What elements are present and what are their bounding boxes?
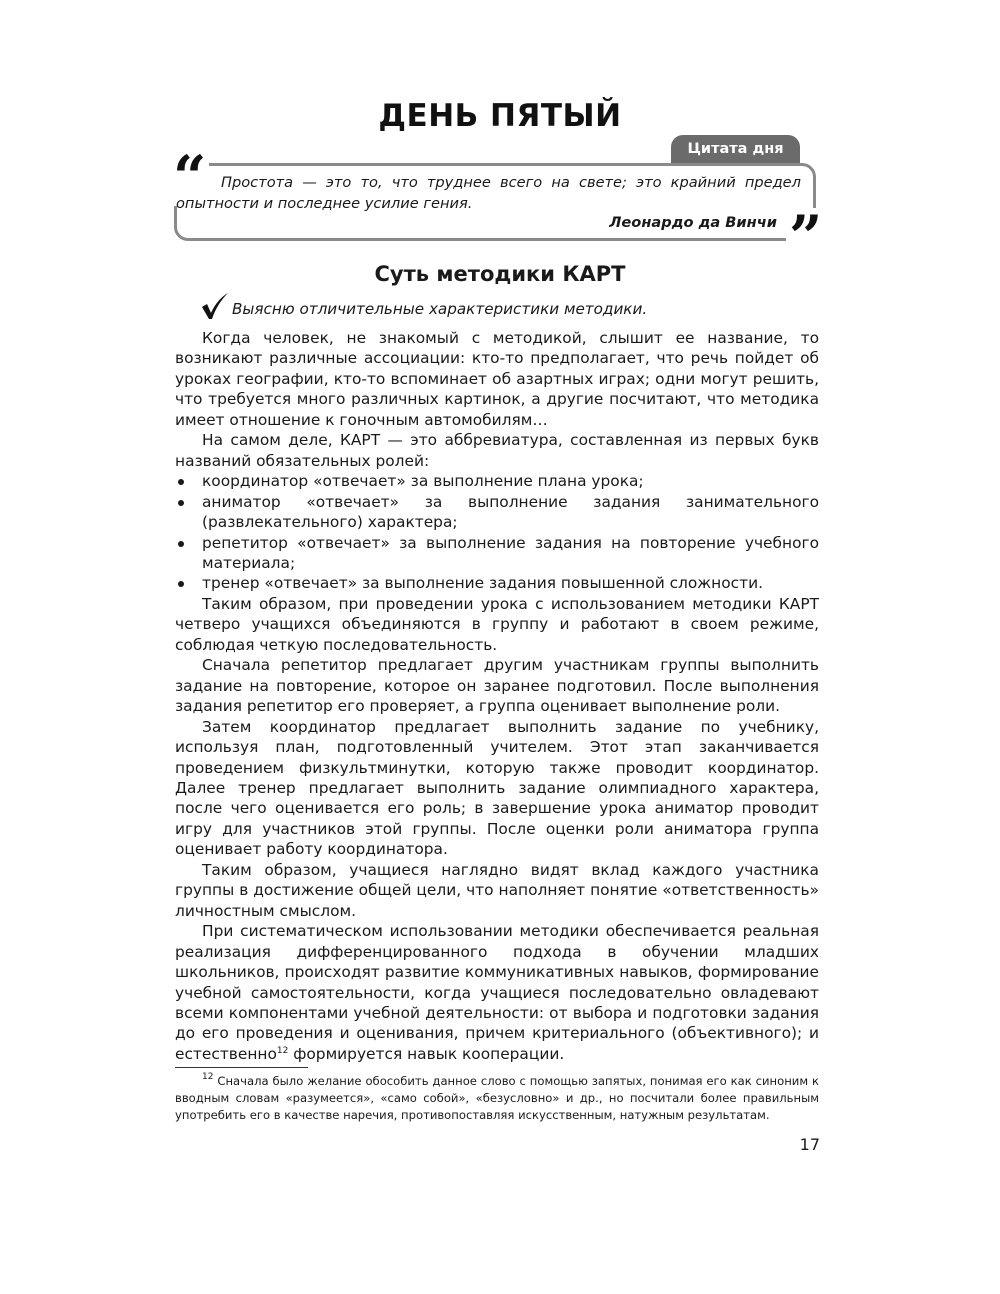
lesson-goal: Выясню отличительные характеристики методики.	[232, 300, 648, 318]
paragraph: Когда человек, не знакомый с методикой, слышит ее название, то возникают различные ассоциации: кто-то предполагает, что речь пойдет об уроках географии, кто-то вспоминает об азартных играх; одни могут решить, что требуется много различных картинок, а другие посчитают, что методика имеет отношение к гоночным автомобилям…	[175, 329, 819, 429]
footnote-reference[interactable]: 12	[276, 1045, 289, 1056]
quote-author: Леонардо да Винчи	[609, 214, 777, 231]
footnote-number: 12	[202, 1072, 214, 1082]
quote-of-day-tab: Цитата дня	[671, 135, 800, 164]
paragraph: Сначала репетитор предлагает другим участникам группы выполнить задание на повторение, которое он заранее подготовил. После выполнения задания репетитор его проверяет, а группа оценивает выполнение роли.	[175, 656, 819, 716]
paragraph: Таким образом, при проведении урока с использованием методики КАРТ четверо учащихся объединяются в группу и работают в своем режиме, соблюдая четкую последовательность.	[175, 594, 819, 654]
paragraph: На самом деле, КАРТ — это аббревиатура, составленная из первых букв названий обязательных ролей:	[175, 431, 819, 470]
close-quote-icon: ”	[786, 208, 825, 266]
paragraph: Таким образом, учащиеся наглядно видят вклад каждого участника группы в достижение общей цели, что наполняет понятие «ответственность» личностным смыслом.	[175, 860, 819, 920]
page-number: 17	[799, 1135, 820, 1154]
section-title: Суть методики КАРТ	[374, 262, 626, 286]
footnote	[175, 1073, 819, 1124]
page-title: ДЕНЬ ПЯТЫЙ	[378, 98, 622, 134]
checkmark-icon	[200, 292, 230, 320]
open-quote-icon: “	[170, 148, 209, 206]
paragraph-text: При систематическом использовании методики обеспечивается реальная реализация дифференцированного подхода в обучении младших школьников, происходят развитие коммуникативных навыков, формирование учебной самостоятельности, когда учащиеся последовательно овладевают всеми компонентами учебной деятельности: от выбора и подготовки задания до его проведения и оценивания, причем критериального (объективного); и естественно	[175, 922, 819, 1063]
footnote-text: Сначала было желание обособить данное слово с помощью запятых, понимая его как синоним к вводным словам «разумеется», «само собой», «безусловно» и др., но посчитали более правильным употребить его в качестве наречия, противопоставляя искусственным, натужным результатам.	[175, 1074, 819, 1122]
roles-list	[175, 471, 819, 594]
body-text	[175, 328, 819, 1064]
paragraph-text: формируется навык кооперации.	[288, 1044, 565, 1063]
list-item: репетитор «отвечает» за выполнение задания на повторение учебного материала;	[175, 533, 819, 574]
list-item: аниматор «отвечает» за выполнение задания занимательного (развлекательного) характера;	[175, 492, 819, 533]
quote-text: Простота — это то, что труднее всего на свете; это крайний предел опытности и последнее усилие гения.	[176, 174, 801, 212]
paragraph	[175, 921, 819, 1064]
list-item: тренер «отвечает» за выполнение задания повышенной сложности.	[175, 573, 819, 593]
footnote-divider	[175, 1067, 308, 1068]
paragraph: Затем координатор предлагает выполнить задание по учебнику, используя план, подготовленный учителем. Этот этап заканчивается проведением физкультминутки, которую также проводит координатор. Далее тренер предлагает выполнить задание олимпиадного характера, после чего оценивается его роль; в завершение урока аниматор проводит игру для участников этой группы. После оценки роли аниматора группа оценивает работу координатора.	[175, 717, 819, 859]
list-item: координатор «отвечает» за выполнение плана урока;	[175, 471, 819, 491]
